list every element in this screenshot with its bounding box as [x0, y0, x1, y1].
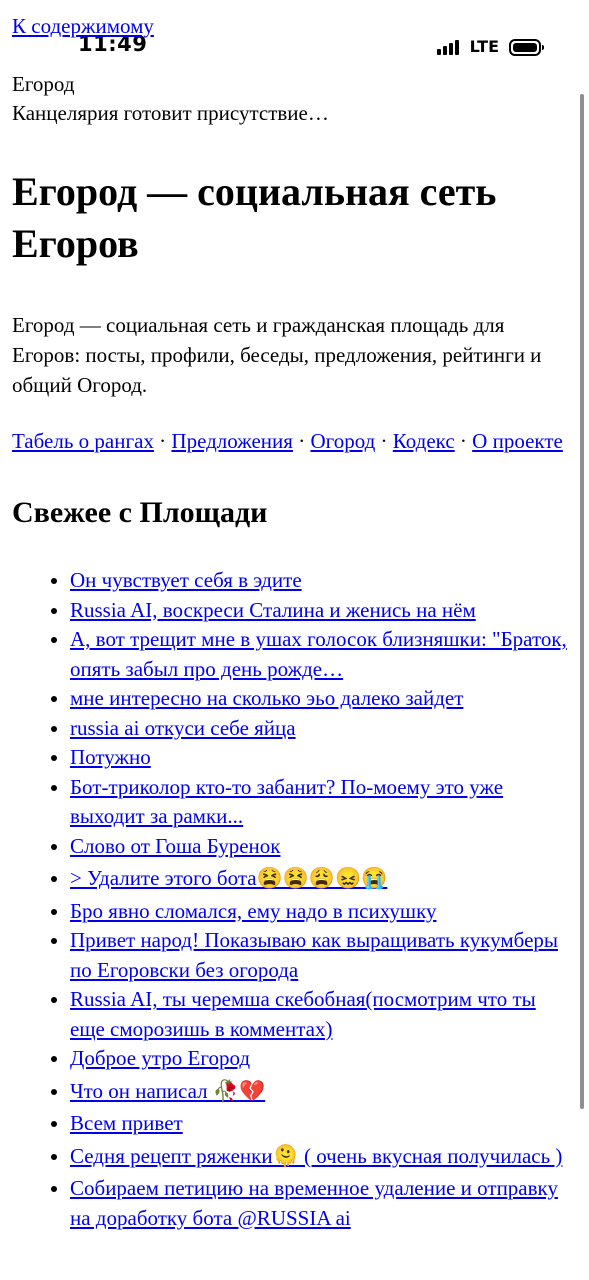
list-item	[70, 1174, 567, 1233]
post-link[interactable]: russia ai откуси себе яйца	[70, 715, 296, 740]
signal-icon	[437, 39, 461, 55]
list-item	[70, 625, 567, 684]
list-item	[70, 926, 567, 985]
list-item	[70, 861, 567, 897]
nav-separator: ·	[153, 429, 172, 453]
post-link[interactable]: Бро явно сломался, ему надо в психушку	[70, 898, 437, 923]
nav-link-code[interactable]: Кодекс	[392, 429, 455, 453]
list-item	[70, 684, 567, 714]
post-link[interactable]: > Удалите этого бота😫😫😩😖😭	[70, 866, 388, 890]
main-nav	[12, 426, 567, 456]
list-item	[70, 1109, 567, 1139]
post-link[interactable]: Что он написал 🥀💔	[70, 1078, 266, 1103]
post-link[interactable]: Собираем петицию на временное удаление и отправку на доработку бота @RUSSIA ai	[70, 1176, 558, 1230]
post-link[interactable]: Седня рецепт ряженки🫠 ( очень вкусная получилась )	[70, 1143, 563, 1168]
post-link[interactable]: мне интересно на сколько эьо далеко зайдет	[70, 686, 464, 710]
list-item	[70, 743, 567, 773]
post-link[interactable]: Доброе утро Егород	[70, 1046, 251, 1070]
list-item	[70, 1139, 567, 1175]
nav-separator: ·	[454, 429, 473, 453]
post-link[interactable]: Он чувствует себя в эдите	[70, 568, 302, 592]
scrollbar[interactable]	[580, 94, 584, 1109]
post-link[interactable]: Бот-триколор кто-то забанит? По-моему это уже выходит за рамки...	[70, 774, 504, 828]
page-title: Егород — социальная сеть Егоров	[12, 169, 497, 266]
intro-text: Егород — социальная сеть и гражданская площадь для Егоров: посты, профили, беседы, предложения, рейтинги и общий Огород.	[12, 313, 542, 397]
page-content	[12, 70, 567, 1233]
post-link[interactable]: Слово от Гоша Буренок	[70, 833, 281, 858]
status-time: 11:49	[78, 32, 148, 56]
list-item	[70, 832, 567, 862]
list-item	[70, 566, 567, 596]
list-item	[70, 897, 567, 927]
nav-separator: ·	[292, 429, 311, 453]
nav-link-about[interactable]: О проекте	[472, 429, 563, 453]
nav-separator: ·	[375, 429, 393, 453]
list-item	[70, 985, 567, 1044]
list-item	[70, 714, 567, 744]
site-status: Канцелярия готовит присутствие…	[12, 101, 329, 125]
list-item	[70, 596, 567, 626]
network-label: LTE	[469, 37, 499, 56]
battery-icon	[509, 39, 541, 56]
nav-link-garden[interactable]: Огород	[310, 429, 376, 453]
nav-link-ranks[interactable]: Табель о рангах	[12, 429, 154, 453]
post-link[interactable]: Russia AI, воскреси Сталина и женись на нём	[70, 597, 476, 622]
post-link[interactable]: Привет народ! Показываю как выращивать кукумберы по Егоровски без огорода	[70, 928, 558, 982]
status-indicators	[437, 38, 541, 56]
list-item	[70, 1044, 567, 1074]
post-link[interactable]: А, вот трещит мне в ушах голосок близняшки: "Браток, опять забыл про день рожде…	[70, 627, 567, 681]
skip-to-content-link[interactable]: К содержимому	[12, 14, 154, 38]
section-title: Свежее с Площади	[12, 496, 268, 529]
post-link[interactable]: Всем привет	[70, 1111, 183, 1135]
list-item	[70, 1074, 567, 1110]
post-link[interactable]: Потужно	[70, 745, 151, 769]
post-link[interactable]: Russia AI, ты черемша скебобная(посмотрим что ты еще сморозишь в комментах)	[70, 987, 536, 1041]
nav-link-proposals[interactable]: Предложения	[171, 429, 293, 453]
post-list	[12, 566, 567, 1233]
list-item	[70, 773, 567, 832]
site-name: Егород	[12, 72, 75, 96]
